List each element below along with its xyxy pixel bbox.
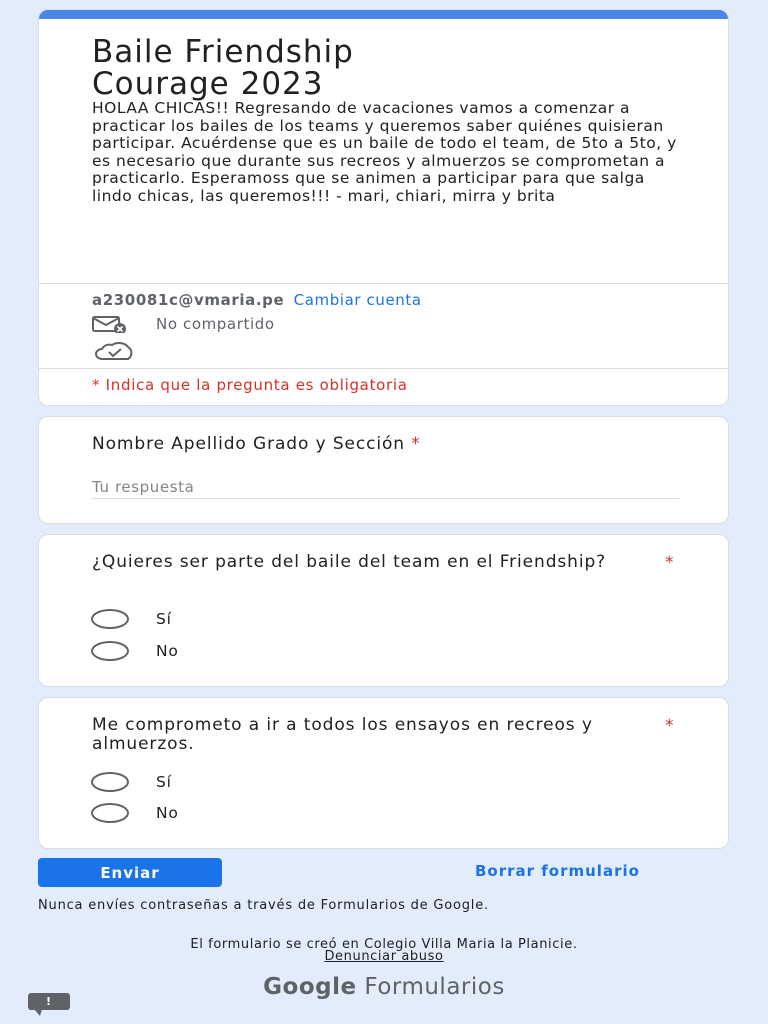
radio-option-yes[interactable] bbox=[91, 772, 172, 792]
radio-option-label: No bbox=[156, 642, 179, 660]
submit-button[interactable]: Enviar bbox=[38, 858, 222, 887]
required-note: * Indica que la pregunta es obligatoria bbox=[92, 376, 408, 394]
cloud-saved-icon bbox=[92, 341, 138, 363]
switch-account-link[interactable]: Cambiar cuenta bbox=[293, 291, 422, 309]
share-status-row bbox=[92, 314, 275, 334]
question-title-text: Nombre Apellido Grado y Sección bbox=[92, 434, 405, 454]
radio-option-yes[interactable] bbox=[91, 609, 172, 629]
password-warning: Nunca envíes contraseñas a través de Formularios de Google. bbox=[38, 898, 489, 913]
radio-button[interactable] bbox=[91, 803, 129, 823]
share-status-text: No compartido bbox=[156, 315, 275, 333]
report-abuse-row bbox=[0, 949, 768, 964]
mail-not-shared-icon bbox=[92, 315, 128, 333]
question-title-join-dance: ¿Quieres ser parte del baile del team en el Friendship? bbox=[92, 552, 607, 572]
report-abuse-link[interactable]: Denunciar abuso bbox=[324, 949, 444, 964]
brand-google: Google bbox=[263, 974, 357, 1000]
question-card-name bbox=[38, 416, 729, 524]
question-card-commitment bbox=[38, 697, 729, 849]
radio-option-no[interactable] bbox=[91, 641, 179, 661]
radio-button[interactable] bbox=[91, 772, 129, 792]
question-title-name bbox=[92, 435, 632, 454]
brand-product: Formularios bbox=[364, 974, 505, 1000]
form-header-card bbox=[38, 9, 729, 406]
clear-form-button[interactable]: Borrar formulario bbox=[475, 862, 640, 880]
google-forms-logo[interactable] bbox=[0, 974, 768, 1000]
form-created-note: El formulario se creó en Colegio Villa Maria la Planicie. bbox=[190, 937, 578, 952]
account-row bbox=[92, 291, 422, 309]
radio-option-no[interactable] bbox=[91, 803, 179, 823]
required-divider bbox=[39, 368, 728, 369]
question-card-join-dance bbox=[38, 534, 729, 687]
header-divider bbox=[39, 283, 728, 284]
required-star: * bbox=[665, 716, 674, 736]
header-accent-bar bbox=[39, 10, 728, 19]
required-star: * bbox=[411, 434, 421, 454]
required-star: * bbox=[665, 553, 674, 573]
radio-option-label: No bbox=[156, 804, 179, 822]
form-title: Baile Friendship Courage 2023 bbox=[92, 34, 354, 102]
radio-option-label: Sí bbox=[156, 610, 172, 628]
form-description: HOLAA CHICAS!! Regresando de vacaciones vamos a comenzar a practicar los bailes de los teams y queremos saber quiénes quisieran participar. Acuérdense que es un baile de todo el team, de 5to a 5to, y es necesario que durante sus recreos y almuerzos se comprometan a practicarlo. Esperamoss que se animen a participar para que salga lindo chicas, las queremos!!! - mari, chiari, mirra y brita bbox=[92, 99, 677, 205]
name-answer-input[interactable] bbox=[92, 475, 679, 499]
radio-option-label: Sí bbox=[156, 773, 172, 791]
feedback-icon[interactable]: ! bbox=[28, 993, 70, 1010]
account-email: a230081c@vmaria.pe bbox=[92, 291, 285, 309]
radio-button[interactable] bbox=[91, 609, 129, 629]
radio-button[interactable] bbox=[91, 641, 129, 661]
question-title-commitment: Me comprometo a ir a todos los ensayos en recreos y almuerzos. bbox=[92, 715, 593, 754]
